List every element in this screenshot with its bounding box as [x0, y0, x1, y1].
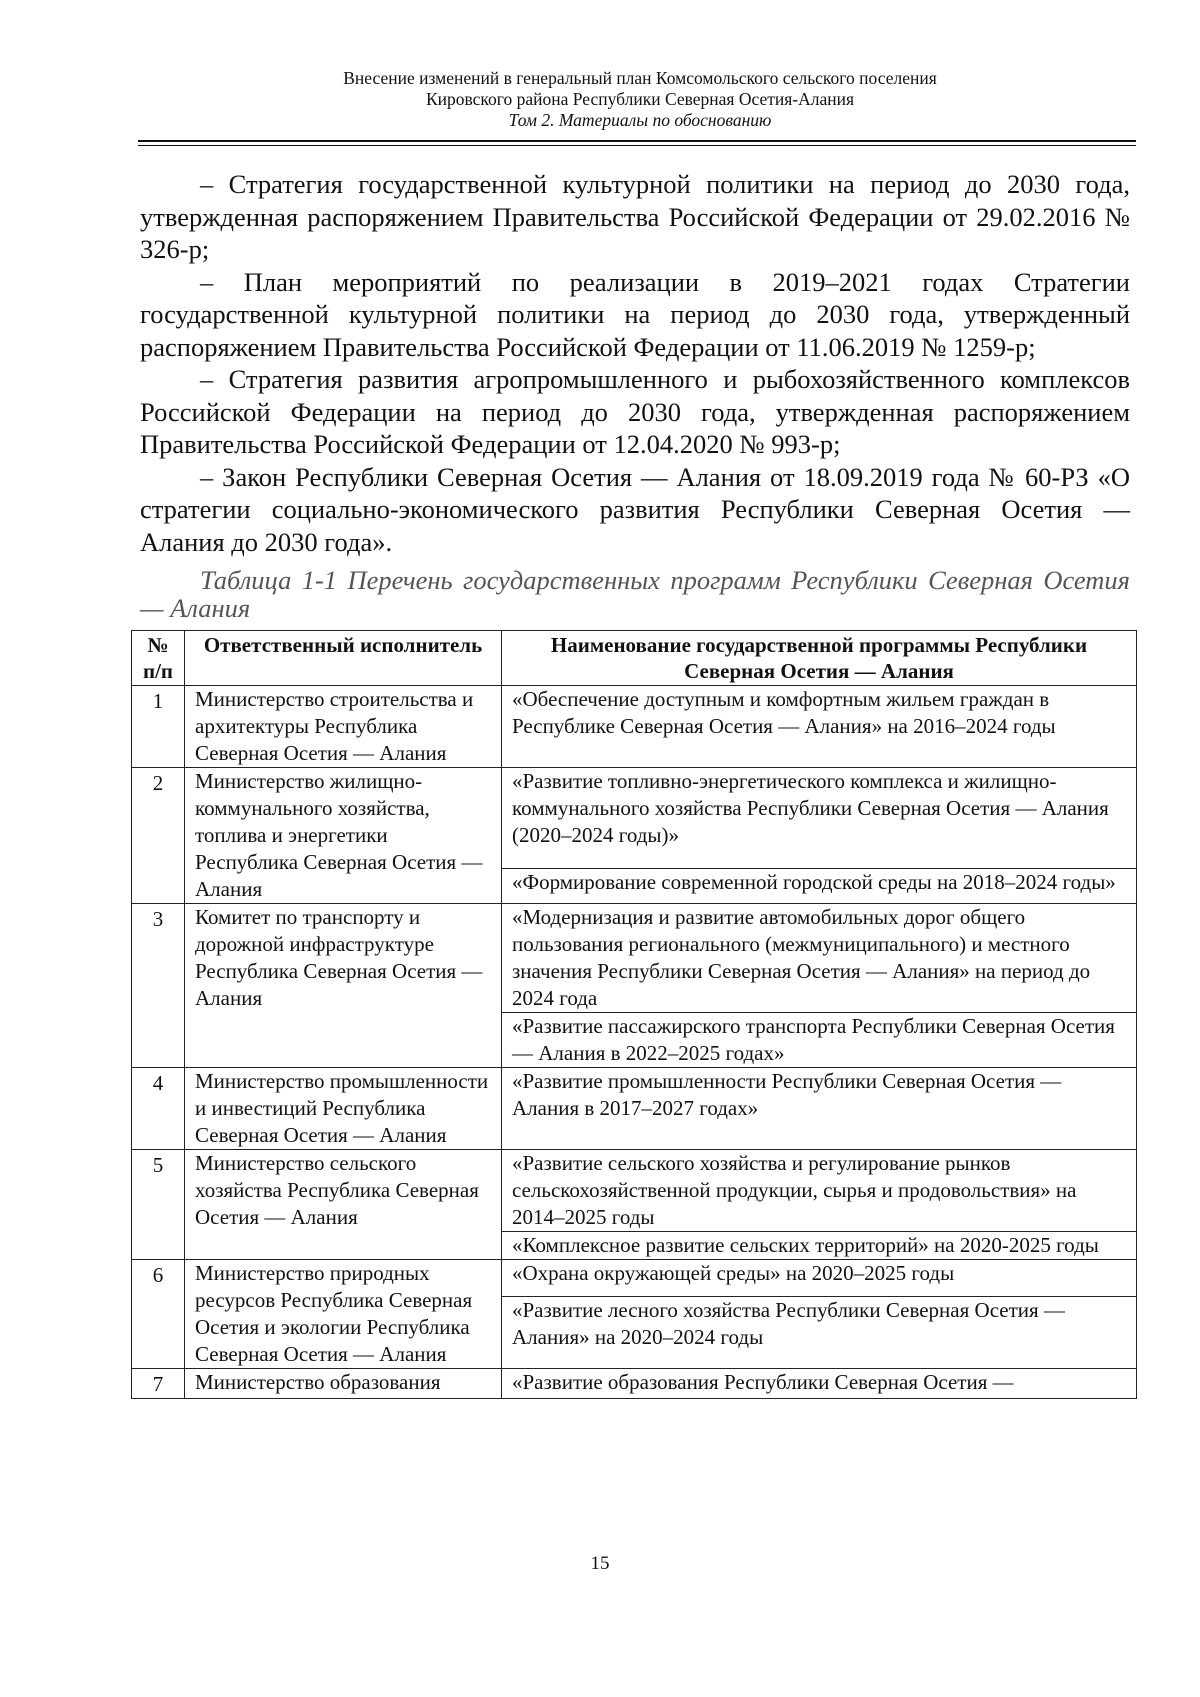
row-executor: Министерство природных ресурсов Республика Северная Осетия и экологии Республика Северная Осетия — Алания: [185, 1260, 502, 1369]
paragraph: – Стратегия развития агропромышленного и рыбохозяйственного комплексов Российской Федерации на период до 2030 года, утвержденная распоряжением Правительства Российской Федерации от 12.04.2020 № 993-р;: [140, 364, 1130, 459]
programs-table: [131, 630, 1137, 1399]
row-executor: Комитет по транспорту и дорожной инфраструктуре Республика Северная Осетия — Алания: [185, 904, 502, 1068]
row-executor: Министерство строительства и архитектуры Республика Северная Осетия — Алания: [185, 686, 502, 768]
row-program: «Формирование современной городской среды на 2018–2024 годы»: [502, 869, 1137, 904]
row-program: «Модернизация и развитие автомобильных дорог общего пользования регионального (межмуниципального) и местного значения Республики Северная Осетия — Алания» на период до 2024 года: [502, 904, 1137, 1013]
table-row: [132, 768, 1137, 869]
header-line-1: Внесение изменений в генеральный план Комсомольского сельского поселения: [343, 68, 937, 88]
header-num: № п/п: [132, 631, 185, 686]
paragraph: – Закон Республики Северная Осетия — Алания от 18.09.2019 года № 60-РЗ «О стратегии социально-экономического развития Республики Северная Осетия — Алания до 2030 года».: [140, 461, 1130, 557]
table-row: [132, 686, 1137, 768]
row-number: 2: [132, 768, 185, 904]
row-executor: Министерство промышленности и инвестиций Республика Северная Осетия — Алания: [185, 1068, 502, 1150]
table-row: [132, 1150, 1137, 1232]
row-program: «Охрана окружающей среды» на 2020–2025 годы: [502, 1260, 1137, 1297]
table-caption: Таблица 1-1 Перечень государственных программ Республики Северная Осетия — Алания: [140, 565, 1130, 623]
header-executor: Ответственный исполнитель: [185, 631, 502, 686]
body-text: [140, 168, 1130, 622]
paragraph: – Стратегия государственной культурной политики на период до 2030 года, утвержденная распоряжением Правительства Российской Федерации от 29.02.2016 № 326-р;: [140, 169, 1130, 264]
page-number: 15: [590, 1553, 610, 1574]
row-executor: Министерство сельского хозяйства Республика Северная Осетия — Алания: [185, 1150, 502, 1260]
row-program: «Развитие образования Республики Северная Осетия —: [502, 1369, 1137, 1399]
row-executor: Министерство образования: [185, 1369, 502, 1399]
table-row: [132, 904, 1137, 1013]
header-program: Наименование государственной программы Республики Северная Осетия — Алания: [502, 631, 1137, 686]
row-number: 1: [132, 686, 185, 768]
row-executor: Министерство жилищно-коммунального хозяйства, топлива и энергетики Республика Северная Осетия — Алания: [185, 768, 502, 904]
row-program: «Развитие пассажирского транспорта Республики Северная Осетия — Алания в 2022–2025 годах»: [502, 1013, 1137, 1068]
row-program: «Развитие сельского хозяйства и регулирование рынков сельскохозяйственной продукции, сырья и продовольствия» на 2014–2025 годы: [502, 1150, 1137, 1232]
paragraph: – План мероприятий по реализации в 2019–2021 годах Стратегии государственной культурной политики на период до 2030 года, утвержденный распоряжением Правительства Российской Федерации от 11.06.2019 № 1259-р;: [140, 266, 1130, 362]
table-header-row: [132, 631, 1137, 686]
row-number: 6: [132, 1260, 185, 1369]
row-program: «Развитие лесного хозяйства Республики Северная Осетия — Алания» на 2020–2024 годы: [502, 1296, 1137, 1368]
table-body: [132, 686, 1137, 1399]
row-number: 3: [132, 904, 185, 1068]
row-program: «Обеспечение доступным и комфортным жильем граждан в Республике Северная Осетия — Алания» на 2016–2024 годы: [502, 686, 1137, 768]
row-program: «Развитие топливно-энергетического комплекса и жилищно-коммунального хозяйства Республики Северная Осетия — Алания (2020–2024 годы)»: [502, 768, 1137, 869]
row-number: 4: [132, 1068, 185, 1150]
header-rule: [138, 140, 1136, 146]
table-row: [132, 1260, 1137, 1297]
document-header: [140, 68, 1140, 131]
header-volume: Том 2. Материалы по обоснованию: [508, 110, 772, 130]
table-row: [132, 1068, 1137, 1150]
header-line-2: Кировского района Республики Северная Осетия-Алания: [425, 89, 855, 109]
row-number: 7: [132, 1369, 185, 1399]
row-program: «Комплексное развитие сельских территорий» на 2020-2025 годы: [502, 1232, 1137, 1260]
table-row: [132, 1369, 1137, 1399]
row-program: «Развитие промышленности Республики Северная Осетия — Алания в 2017–2027 годах»: [502, 1068, 1137, 1150]
row-number: 5: [132, 1150, 185, 1260]
